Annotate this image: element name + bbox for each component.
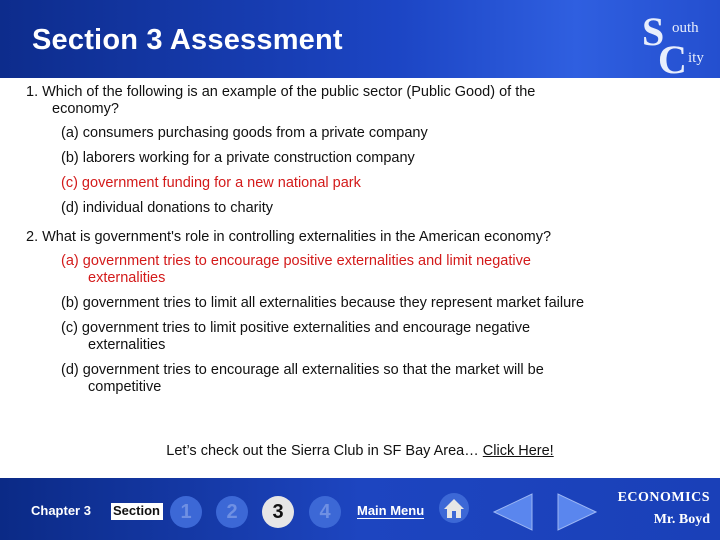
- logo-c: C: [658, 37, 687, 82]
- sierra-club-text: Let’s check out the Sierra Club in SF Bay Area…: [166, 443, 483, 459]
- q2-option-a-answer: [61, 253, 531, 287]
- logo-word-outh: outh: [672, 20, 699, 36]
- forward-arrow-icon[interactable]: [552, 492, 598, 532]
- economics-text: ECONOMICS: [617, 490, 710, 505]
- q2-option-b: (b) government tries to limit all externalities because they represent market failure: [61, 295, 585, 311]
- teacher-name: Mr. Boyd: [653, 512, 710, 527]
- south-city-logo: [636, 6, 716, 82]
- slide-content: [0, 78, 720, 478]
- section-3-button[interactable]: 3: [262, 496, 294, 528]
- q2-option-c-line1: (c) government tries to limit positive externalities and encourage negative: [61, 320, 531, 336]
- q2-option-a-line2: externalities: [88, 270, 166, 286]
- sierra-club-message: [0, 443, 720, 459]
- back-arrow-icon[interactable]: [492, 492, 538, 532]
- section-label: Section: [111, 503, 163, 520]
- section-4-button[interactable]: 4: [309, 496, 341, 528]
- question-1-line2: economy?: [52, 101, 119, 117]
- section-1-button[interactable]: 1: [170, 496, 202, 528]
- q2-option-d-line1: (d) government tries to encourage all externalities so that the market will be: [61, 362, 544, 378]
- q1-option-b: (b) laborers working for a private construction company: [61, 150, 415, 166]
- q1-option-c-answer: (c) government funding for a new national park: [61, 175, 361, 191]
- click-here-link[interactable]: Click Here!: [482, 443, 554, 459]
- q2-option-a-line1: (a) government tries to encourage positive externalities and limit negative: [61, 253, 531, 269]
- logo-word-ity: ity: [688, 50, 704, 66]
- slide-title: Section 3 Assessment: [32, 24, 343, 56]
- q2-option-c: [61, 320, 530, 354]
- section-2-button[interactable]: 2: [216, 496, 248, 528]
- question-1-line1: 1. Which of the following is an example of the public sector (Public Good) of the: [26, 84, 536, 100]
- title-bar: [0, 0, 720, 82]
- q2-option-d-line2: competitive: [88, 379, 162, 395]
- question-1: [26, 84, 535, 118]
- home-icon[interactable]: [438, 492, 470, 524]
- q1-option-d: (d) individual donations to charity: [61, 200, 273, 216]
- q1-option-a: (a) consumers purchasing goods from a private company: [61, 125, 428, 141]
- q2-option-c-line2: externalities: [88, 337, 166, 353]
- question-2: 2. What is government's role in controlling externalities in the American economy?: [26, 229, 552, 245]
- chapter-label: Chapter 3: [31, 503, 91, 518]
- main-menu-button[interactable]: Main Menu: [357, 503, 425, 518]
- q2-option-d: [61, 362, 544, 396]
- economics-badge: [606, 490, 710, 528]
- logo-s: S: [642, 9, 665, 54]
